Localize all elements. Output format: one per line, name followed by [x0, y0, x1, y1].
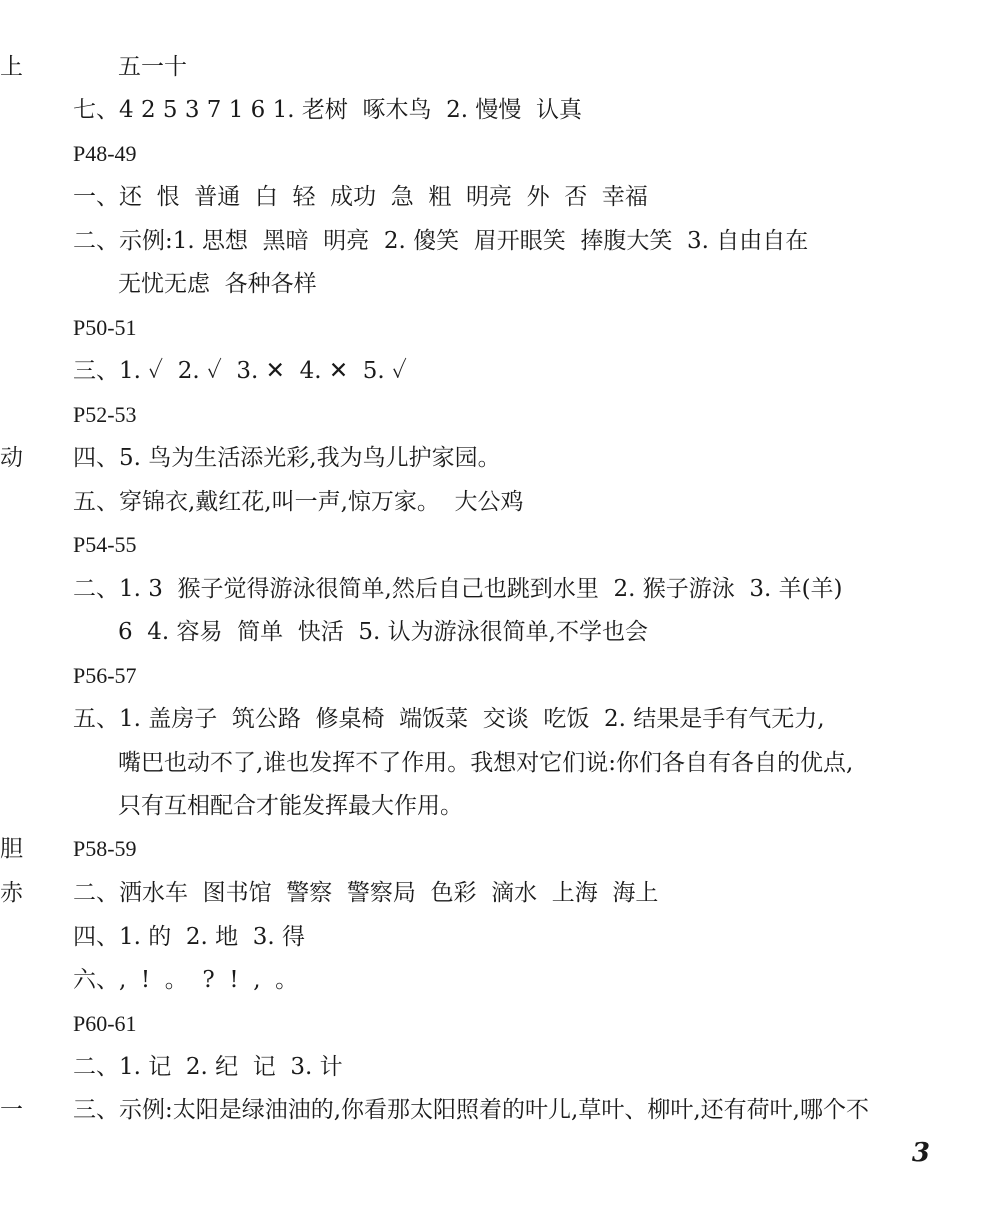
page-ref: P48-49	[73, 141, 137, 166]
answer-line: 只有互相配合才能发挥最大作用。	[118, 793, 463, 819]
answer-line: 四、1. 的 2. 地 3. 得	[73, 924, 306, 950]
answer-line: 一、还 恨 普通 白 轻 成功 急 粗 明亮 外 否 幸福	[73, 184, 648, 210]
answer-line: 无忧无虑 各种各样	[118, 271, 317, 297]
answer-line: 三、1. ✓ 2. ✓ 3. ✕ 4. ✕ 5. ✓	[73, 358, 407, 384]
page-ref: P50-51	[73, 315, 137, 340]
answer-line: 二、洒水车 图书馆 警察 警察局 色彩 滴水 上海 海上	[73, 880, 659, 906]
page-number: 3	[911, 1138, 930, 1168]
answer-line: 五、穿锦衣,戴红花,叫一声,惊万家。 大公鸡	[73, 489, 524, 515]
answer-line: 五一十	[118, 54, 187, 80]
answer-line: 四、5. 鸟为生活添光彩,我为鸟儿护家园。	[73, 445, 501, 471]
margin-char: 赤	[0, 880, 23, 906]
page-ref: P58-59	[73, 836, 137, 861]
answer-line: 嘴巴也动不了,谁也发挥不了作用。我想对它们说:你们各自有各自的优点,	[118, 750, 854, 776]
answer-line: 七、4 2 5 3 7 1 6 1. 老树 啄木鸟 2. 慢慢 认真	[73, 97, 582, 123]
page-ref: P56-57	[73, 663, 137, 688]
answer-line: 二、1. 记 2. 纪 记 3. 计	[73, 1054, 343, 1080]
answer-line: 6 4. 容易 简单 快活 5. 认为游泳很简单,不学也会	[118, 619, 648, 645]
page-ref: P52-53	[73, 402, 137, 427]
margin-char: 胆	[0, 836, 23, 862]
page-ref: P60-61	[73, 1011, 137, 1036]
answer-line: 五、1. 盖房子 筑公路 修桌椅 端饭菜 交谈 吃饭 2. 结果是手有气无力,	[73, 706, 825, 732]
margin-char: 一	[0, 1097, 23, 1123]
answer-line: 二、示例:1. 思想 黑暗 明亮 2. 傻笑 眉开眼笑 捧腹大笑 3. 自由自在	[73, 228, 809, 254]
answer-line: 六、, ! 。 ? ! , 。	[73, 967, 299, 993]
page-ref: P54-55	[73, 532, 137, 557]
margin-char: 动	[0, 445, 23, 471]
margin-char: 上	[0, 54, 23, 80]
answer-line: 三、示例:太阳是绿油油的,你看那太阳照着的叶儿,草叶、柳叶,还有荷叶,哪个不	[73, 1097, 869, 1123]
answer-line: 二、1. 3 猴子觉得游泳很简单,然后自己也跳到水里 2. 猴子游泳 3. 羊(羊)	[73, 576, 843, 602]
